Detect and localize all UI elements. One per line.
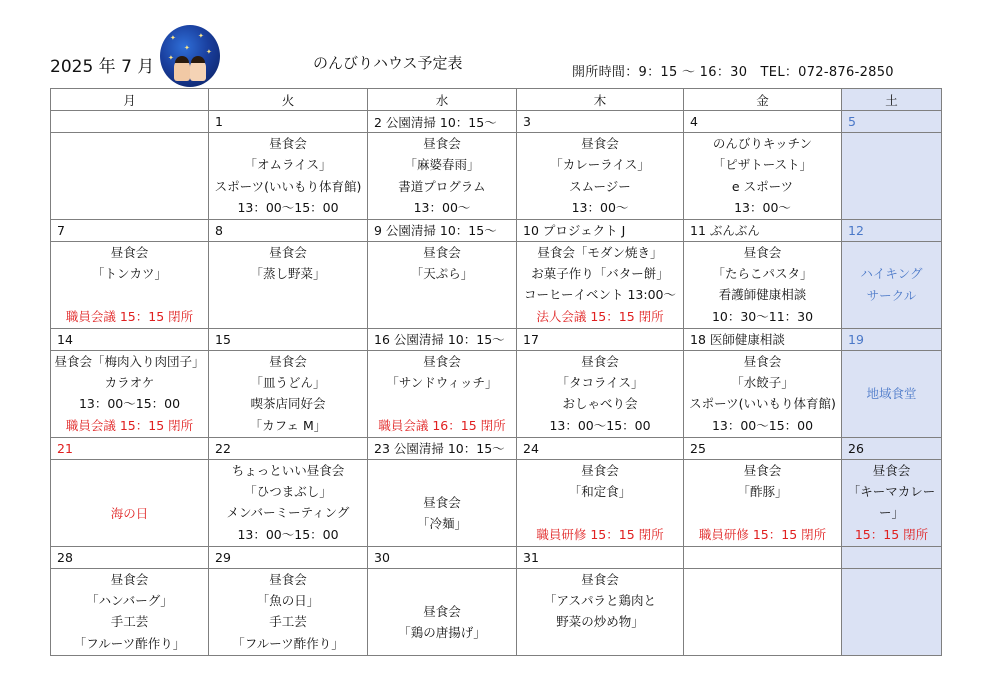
event-line: 書道プログラム (398, 178, 486, 194)
weekday-header-row (51, 89, 942, 111)
event-line: 野菜の炒め物」 (556, 614, 644, 630)
date-cell-thu: 24 (517, 437, 684, 459)
date-cell-fri: 18 医師健康相談 (684, 328, 842, 350)
event-line: スポーツ(いいもり体育館) (214, 178, 362, 194)
weekday-wed: 水 (368, 89, 517, 111)
date-row (51, 219, 942, 241)
weekday-mon: 月 (51, 89, 209, 111)
date-cell-fri: 11 ぶんぶん (684, 219, 842, 241)
event-line: メンバーミーティング (226, 505, 350, 521)
date-cell-thu: 10 プロジェクト J (517, 219, 684, 241)
events-cell-sat (842, 350, 942, 437)
event-line: 喫茶店同好会 (250, 396, 326, 412)
weekday-thu: 木 (517, 89, 684, 111)
events-cell-fri (684, 459, 842, 546)
event-line: 「酢豚」 (737, 483, 788, 499)
event-line: 職員会議 15：15 閉所 (65, 308, 194, 324)
event-line: 昼食会 (269, 353, 307, 369)
event-line: 「カレーライス」 (550, 157, 650, 173)
date-cell-tue: 29 (209, 546, 368, 568)
date-row (51, 437, 942, 459)
event-line: 13：00〜15：00 (549, 417, 651, 433)
events-cell-thu (517, 133, 684, 220)
events-cell-fri (684, 133, 842, 220)
event-line: サークル (866, 287, 917, 303)
event-line: 昼食会 (872, 462, 911, 478)
date-row (51, 546, 942, 568)
date-row (51, 111, 942, 133)
event-line: 昼食会 (269, 136, 307, 151)
events-row (51, 568, 942, 655)
date-cell-mon: 7 (51, 219, 209, 241)
event-line (51, 481, 208, 502)
month-title: 2025 年 7 月 (50, 57, 155, 77)
event-line: 「ひつまぶし」 (244, 483, 332, 499)
events-cell-wed (368, 241, 517, 328)
event-line: 「麻婆春雨」 (404, 157, 480, 173)
date-cell-mon: 14 (51, 328, 209, 350)
date-cell-fri: 4 (684, 111, 842, 133)
event-line (684, 502, 841, 523)
date-cell-mon: 21 (51, 437, 209, 459)
events-cell-wed (368, 568, 517, 655)
event-line: 手工芸 (110, 614, 149, 630)
event-line: 「フルーツ酢作り」 (232, 635, 344, 651)
events-cell-mon (51, 568, 209, 655)
event-line: 昼食会 (110, 571, 149, 587)
event-line: 海の日 (110, 505, 149, 521)
date-cell-sat: 5 (842, 111, 942, 133)
events-cell-tue (209, 241, 368, 328)
event-line: 13：00〜15：00 (711, 417, 814, 433)
event-line: 10：30〜11：30 (711, 308, 814, 324)
event-line: 「魚の日」 (256, 592, 320, 608)
event-line: スポーツ(いいもり体育館) (689, 396, 836, 412)
event-line: 「水餃子」 (731, 374, 794, 390)
date-cell-wed: 30 (368, 546, 517, 568)
weekday-tue: 火 (209, 89, 368, 111)
event-line: 昼食会 (423, 136, 461, 151)
event-line: 昼食会 (423, 603, 461, 619)
event-line: 昼食会 (581, 353, 619, 369)
event-line: おしゃべり会 (562, 396, 638, 412)
event-line: 法人会議 15：15 閉所 (536, 308, 664, 324)
event-line: 13：00〜15：00 (237, 200, 339, 216)
date-cell-thu: 3 (517, 111, 684, 133)
events-cell-tue (209, 133, 368, 220)
events-row (51, 241, 942, 328)
event-line: 昼食会 (743, 462, 782, 478)
event-line: 「サンドウィッチ」 (386, 374, 498, 390)
events-cell-thu (517, 568, 684, 655)
event-line: お菓子作り「バター餅」 (531, 265, 669, 281)
event-line: 昼食会 (269, 244, 307, 260)
date-cell-tue: 8 (209, 219, 368, 241)
event-line: 昼食会「梅肉入り肉団子」 (54, 353, 205, 369)
event-line (51, 284, 208, 305)
date-cell-tue: 15 (209, 328, 368, 350)
date-cell-wed: 2 公園清掃 10：15〜 (368, 111, 517, 133)
event-line: 「キーマカレー (847, 483, 936, 499)
event-line: 「天ぷら」 (410, 265, 474, 281)
event-line: 職員会議 16：15 閉所 (378, 417, 506, 433)
events-cell-fri (684, 568, 842, 655)
date-cell-wed: 9 公園清掃 10：15〜 (368, 219, 517, 241)
event-line: 15：15 閉所 (854, 526, 929, 542)
calendar-table (50, 88, 942, 656)
event-line: 13：00〜15：00 (78, 396, 181, 412)
event-line: ちょっといい昼食会 (231, 462, 345, 478)
events-cell-mon (51, 350, 209, 437)
event-line: ハイキング (860, 266, 923, 282)
event-line: 手工芸 (269, 614, 307, 630)
date-cell-sat: 19 (842, 328, 942, 350)
event-line: 「皿うどん」 (250, 374, 326, 390)
date-cell-mon: 28 (51, 546, 209, 568)
date-cell-fri (684, 546, 842, 568)
date-cell-sat (842, 546, 942, 568)
date-cell-sat: 12 (842, 219, 942, 241)
date-cell-thu: 17 (517, 328, 684, 350)
event-line: 13：00〜15：00 (237, 526, 339, 542)
event-line: 「和定食」 (568, 483, 632, 499)
weekday-fri: 金 (684, 89, 842, 111)
sheet-title: のんびりハウス予定表 (313, 54, 463, 72)
events-cell-thu (517, 241, 684, 328)
date-cell-fri: 25 (684, 437, 842, 459)
events-row (51, 350, 942, 437)
date-cell-sat: 26 (842, 437, 942, 459)
event-line: 地域食堂 (866, 385, 917, 401)
date-cell-tue: 1 (209, 111, 368, 133)
event-line: 「アスパラと鶏肉と (543, 592, 656, 608)
date-cell-thu: 31 (517, 546, 684, 568)
event-line: 昼食会 (743, 244, 782, 260)
date-cell-wed: 23 公園清掃 10：15〜 (368, 437, 517, 459)
events-cell-wed (368, 133, 517, 220)
event-line: 「蒸し野菜」 (250, 265, 326, 281)
events-cell-sat (842, 568, 942, 655)
date-cell-wed: 16 公園清掃 10：15〜 (368, 328, 517, 350)
event-line: e スポーツ (731, 178, 794, 194)
events-cell-tue (209, 568, 368, 655)
logo-image: ✦ ✦ ✦ ✦ ✦ (160, 25, 220, 87)
event-line: カラオケ (104, 374, 155, 390)
event-line: 昼食会 (743, 353, 782, 369)
events-cell-thu (517, 350, 684, 437)
events-cell-sat (842, 459, 942, 546)
event-line: 看護師健康相談 (718, 287, 807, 303)
events-cell-tue (209, 350, 368, 437)
event-line (517, 502, 683, 523)
event-line: 昼食会 (581, 136, 619, 151)
events-cell-mon (51, 459, 209, 546)
events-cell-fri (684, 350, 842, 437)
event-line: 「たらこパスタ」 (712, 265, 813, 281)
event-line: 昼食会 (423, 494, 461, 510)
date-cell-tue: 22 (209, 437, 368, 459)
event-line: 昼食会 (110, 244, 149, 260)
event-line: のんびりキッチン (712, 136, 813, 151)
events-cell-wed (368, 459, 517, 546)
event-line: 職員会議 15：15 閉所 (65, 417, 194, 433)
events-cell-tue (209, 459, 368, 546)
events-row (51, 133, 942, 220)
events-cell-mon (51, 133, 209, 220)
events-row (51, 459, 942, 546)
event-line: 13：00〜 (413, 200, 471, 216)
event-line (368, 393, 516, 414)
event-line: 職員研修 15：15 閉所 (536, 526, 664, 542)
events-cell-sat (842, 133, 942, 220)
event-line: 昼食会 (581, 571, 619, 587)
event-line: 昼食会 (423, 244, 461, 260)
event-line: 「ピザトースト」 (712, 157, 813, 173)
event-line: 「タコライス」 (556, 374, 644, 390)
event-line: 昼食会 (581, 462, 619, 478)
event-line: 13：00〜 (571, 200, 629, 216)
event-line (368, 470, 516, 491)
events-cell-fri (684, 241, 842, 328)
event-line (368, 579, 516, 600)
event-line: スムージー (569, 178, 631, 194)
date-row (51, 328, 942, 350)
event-line: 職員研修 15：15 閉所 (698, 526, 827, 542)
events-cell-wed (368, 350, 517, 437)
event-line: 「カフェ M」 (249, 417, 327, 433)
event-line: 13：00〜 (734, 200, 791, 216)
weekday-sat: 土 (842, 89, 942, 111)
events-cell-thu (517, 459, 684, 546)
event-line: 昼食会 (269, 571, 307, 587)
event-line: ー」 (878, 505, 904, 521)
event-line: 昼食会「モダン焼き」 (537, 244, 663, 260)
event-line: コーヒーイベント 13:00〜 (524, 287, 676, 303)
event-line: 「ハンバーグ」 (86, 592, 173, 608)
date-cell-mon (51, 111, 209, 133)
event-line: 「冷麺」 (416, 516, 467, 532)
event-line: 昼食会 (423, 353, 461, 369)
event-line: 「トンカツ」 (91, 265, 167, 281)
events-cell-sat (842, 241, 942, 328)
events-cell-mon (51, 241, 209, 328)
event-line: 「オムライス」 (244, 157, 332, 173)
event-line: 「フルーツ酢作り」 (73, 635, 186, 651)
hours-contact: 開所時間：9：15 〜 16：30 TEL：072-876-2850 (572, 65, 894, 80)
event-line: 「鶏の唐揚げ」 (398, 625, 486, 641)
